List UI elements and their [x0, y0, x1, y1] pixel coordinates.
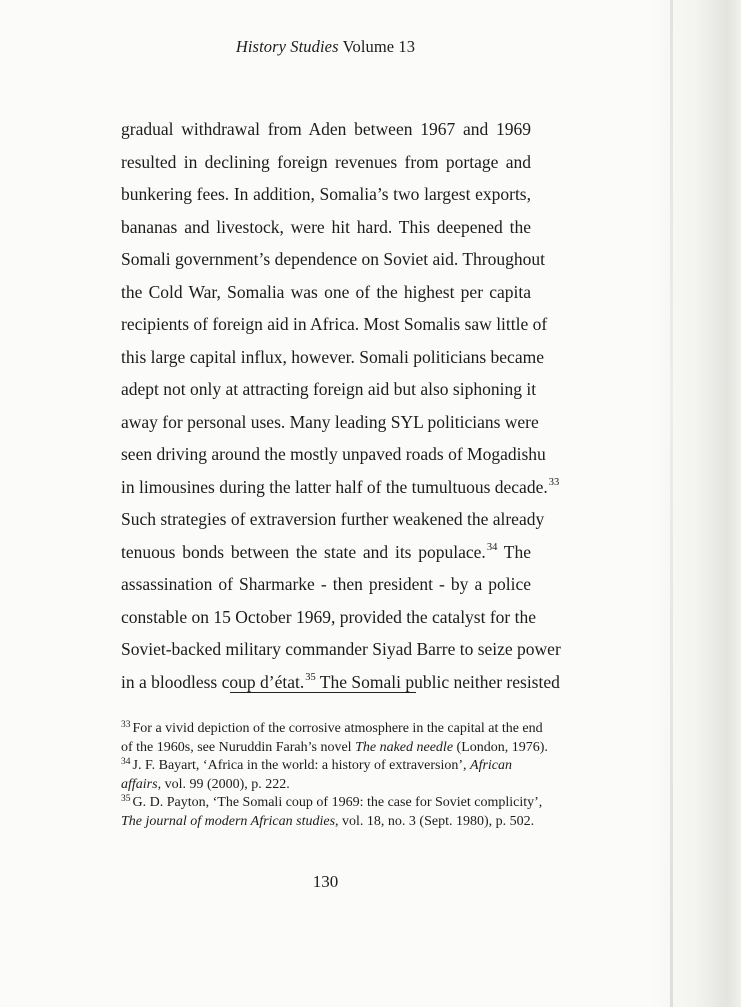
- body-line: gradual withdrawal from Aden between 1967 and 1969: [121, 119, 531, 139]
- body-line: Such strategies of extraversion further weakened the already: [121, 509, 545, 529]
- body-line-text: tenuous bonds between the state and its populace.: [121, 541, 486, 562]
- body-line-with-ref: [121, 666, 560, 699]
- footnote-number: 33: [121, 720, 131, 730]
- running-head: [0, 37, 651, 57]
- page-gutter-line: [670, 0, 673, 1007]
- body-line: Somali government’s dependence on Soviet aid. Throughout: [121, 249, 545, 269]
- body-line: this large capital influx, however. Somali politicians became: [121, 346, 544, 367]
- body-line: assassination of Sharmarke - then president - by a police: [121, 574, 531, 594]
- body-line: resulted in declining foreign revenues from portage and: [121, 151, 531, 172]
- body-text: [121, 113, 561, 698]
- footnote-ref-34[interactable]: 34: [486, 541, 498, 553]
- body-line: recipients of foreign aid in Africa. Most Somalis saw little of: [121, 314, 548, 334]
- journal-title: History Studies: [235, 37, 339, 56]
- footnote-text: G. D. Payton, ‘The Somali coup of 1969: the case for Soviet complicity’,: [132, 795, 543, 811]
- footnote-text: J. F. Bayart, ‘Africa in the world: a history of extraversion’,: [132, 758, 471, 774]
- body-line-text: The: [503, 541, 531, 562]
- body-line-text: in a bloodless coup d’état.: [121, 671, 305, 692]
- footnote-ref-33[interactable]: 33: [548, 476, 560, 488]
- footnote-33: [121, 720, 551, 757]
- body-line-text: The Somali public neither resisted: [319, 671, 560, 692]
- footnote-text: , vol. 99 (2000), p. 222.: [157, 776, 290, 792]
- body-line-with-ref: [121, 536, 531, 569]
- body-line: bunkering fees. In addition, Somalia’s two largest exports,: [121, 184, 531, 204]
- body-line: constable on 15 October 1969, provided the catalyst for the: [121, 606, 537, 627]
- volume-label: Volume 13: [342, 37, 416, 56]
- body-line: Soviet-backed military commander Siyad Barre to seize power: [121, 639, 561, 659]
- footnote-34: [121, 757, 551, 794]
- page-gutter-shadow: [651, 0, 741, 1007]
- footnote-number: 35: [121, 794, 131, 805]
- body-line: seen driving around the mostly unpaved roads of Mogadishu: [121, 444, 546, 464]
- footnote-divider: [230, 692, 416, 693]
- page-number: 130: [312, 872, 339, 891]
- footnote-ref-35[interactable]: 35: [305, 671, 316, 683]
- footnote-number: 34: [121, 757, 131, 768]
- body-line: away for personal uses. Many leading SYL politicians were: [121, 411, 539, 432]
- footnotes: [121, 720, 551, 832]
- body-line: adept not only at attracting foreign aid but also siphoning it: [121, 379, 537, 399]
- footnote-title: The journal of modern African studies: [121, 813, 336, 829]
- footnote-text: For a vivid depiction of the corrosive atmosphere in the capital at the end of the 1960s, see Nuruddin Farah’s novel: [121, 721, 543, 755]
- footnote-title: African affairs: [121, 758, 513, 792]
- footnote-title: The naked needle: [355, 739, 454, 755]
- footnote-35: [121, 794, 551, 831]
- footnote-text: (London, 1976).: [453, 739, 548, 755]
- footnote-text: , vol. 18, no. 3 (Sept. 1980), p. 502.: [335, 813, 535, 829]
- body-line: bananas and livestock, were hit hard. This deepened the: [121, 216, 531, 237]
- body-line: the Cold War, Somalia was one of the highest per capita: [121, 281, 531, 302]
- body-line-text: in limousines during the latter half of the tumultuous decade.: [121, 476, 548, 497]
- body-line-with-ref: [121, 471, 560, 504]
